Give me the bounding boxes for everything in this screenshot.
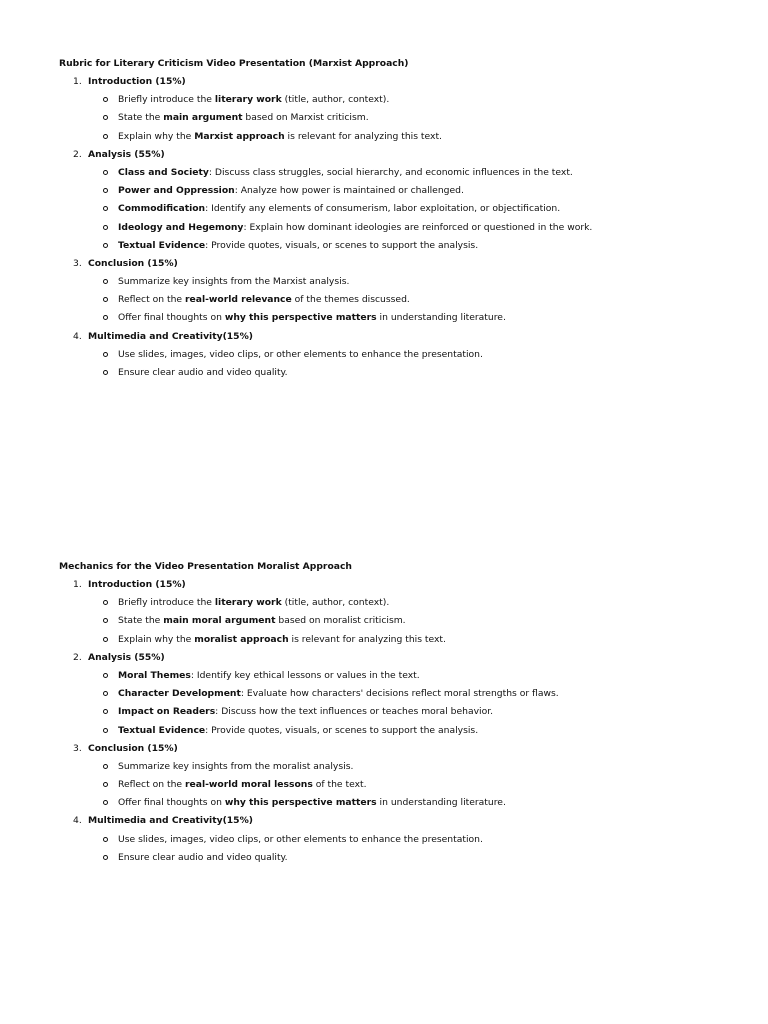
item-label: Multimedia and Creativity(15%) <box>88 330 253 342</box>
hollow-bullet-icon <box>103 709 108 714</box>
bullet-text: State the main argument based on Marxist criticism. <box>118 112 369 124</box>
bullet-point <box>59 597 739 615</box>
item-number: 1. <box>73 76 82 87</box>
bullet-point <box>59 222 739 240</box>
item-number: 3. <box>73 742 82 754</box>
item-label: Analysis (55%) <box>88 148 165 160</box>
hollow-bullet-icon <box>103 279 108 284</box>
bullet-point <box>59 349 739 367</box>
bullet-point <box>59 276 739 294</box>
bullet-text: Use slides, images, video clips, or other elements to enhance the presentation. <box>118 833 483 845</box>
hollow-bullet-icon <box>103 188 108 193</box>
bullet-point <box>59 131 739 149</box>
bullet-point <box>59 294 739 312</box>
bullet-point <box>59 240 739 258</box>
bullet-text: Class and Society: Discuss class struggles, social hierarchy, and economic influences in the text. <box>118 166 573 178</box>
hollow-bullet-icon <box>103 855 108 860</box>
item-number: 4. <box>73 815 82 827</box>
hollow-bullet-icon <box>103 352 108 357</box>
bullet-text: Power and Oppression: Analyze how power is maintained or challenged. <box>118 185 464 197</box>
bullet-point <box>59 797 739 815</box>
bullet-text: Summarize key insights from the moralist analysis. <box>118 760 354 772</box>
list-item-heading <box>59 258 739 276</box>
bullet-text: Textual Evidence: Provide quotes, visuals, or scenes to support the analysis. <box>118 239 479 251</box>
bullet-text: Moral Themes: Identify key ethical lessons or values in the text. <box>118 669 420 681</box>
list-item-heading <box>59 331 739 349</box>
hollow-bullet-icon <box>103 297 108 302</box>
hollow-bullet-icon <box>103 673 108 678</box>
item-number: 2. <box>73 651 82 663</box>
hollow-bullet-icon <box>103 764 108 769</box>
bullet-text: Explain why the Marxist approach is relevant for analyzing this text. <box>118 130 442 142</box>
hollow-bullet-icon <box>103 837 108 842</box>
bullet-point <box>59 112 739 130</box>
bullet-point <box>59 725 739 743</box>
list-item-heading <box>59 76 739 94</box>
bullet-point <box>59 834 739 852</box>
bullet-point <box>59 615 739 633</box>
item-label: Conclusion (15%) <box>88 742 178 754</box>
hollow-bullet-icon <box>103 800 108 805</box>
bullet-point <box>59 167 739 185</box>
bullet-text: Character Development: Evaluate how characters' decisions reflect moral strengths or flaws. <box>118 688 559 700</box>
hollow-bullet-icon <box>103 315 108 320</box>
bullet-text: Briefly introduce the literary work (title, author, context). <box>118 94 390 106</box>
bullet-text: Briefly introduce the literary work (title, author, context). <box>118 597 390 609</box>
list-item-heading <box>59 815 739 833</box>
bullet-text: State the main moral argument based on moralist criticism. <box>118 615 406 627</box>
bullet-text: Explain why the moralist approach is relevant for analyzing this text. <box>118 633 446 645</box>
section-title: Rubric for Literary Criticism Video Presentation (Marxist Approach) <box>59 58 409 69</box>
item-label: Conclusion (15%) <box>88 257 178 269</box>
bullet-text: Offer final thoughts on why this perspective matters in understanding literature. <box>118 797 506 809</box>
bullet-point <box>59 779 739 797</box>
hollow-bullet-icon <box>103 97 108 102</box>
item-label: Multimedia and Creativity(15%) <box>88 815 253 827</box>
bullet-point <box>59 185 739 203</box>
bullet-text: Textual Evidence: Provide quotes, visuals, or scenes to support the analysis. <box>118 724 479 736</box>
bullet-point <box>59 367 739 385</box>
hollow-bullet-icon <box>103 243 108 248</box>
hollow-bullet-icon <box>103 637 108 642</box>
bullet-point <box>59 670 739 688</box>
bullet-text: Commodification: Identify any elements of consumerism, labor exploitation, or objectification. <box>118 203 561 215</box>
item-number: 2. <box>73 148 82 160</box>
item-label: Introduction (15%) <box>88 76 186 87</box>
list-item-heading <box>59 149 739 167</box>
rubric-section-moralist <box>59 561 739 870</box>
hollow-bullet-icon <box>103 170 108 175</box>
item-number: 1. <box>73 579 82 590</box>
hollow-bullet-icon <box>103 728 108 733</box>
item-number: 4. <box>73 330 82 342</box>
item-label: Analysis (55%) <box>88 651 165 663</box>
hollow-bullet-icon <box>103 782 108 787</box>
hollow-bullet-icon <box>103 618 108 623</box>
bullet-point <box>59 634 739 652</box>
list-item-heading <box>59 652 739 670</box>
bullet-text: Summarize key insights from the Marxist analysis. <box>118 276 350 288</box>
item-number: 3. <box>73 257 82 269</box>
bullet-text: Reflect on the real-world relevance of the themes discussed. <box>118 294 410 306</box>
bullet-text: Offer final thoughts on why this perspective matters in understanding literature. <box>118 312 506 324</box>
bullet-text: Impact on Readers: Discuss how the text influences or teaches moral behavior. <box>118 706 494 718</box>
list-item-heading <box>59 579 739 597</box>
bullet-point <box>59 312 739 330</box>
bullet-text: Reflect on the real-world moral lessons of the text. <box>118 779 367 791</box>
bullet-point <box>59 706 739 724</box>
bullet-point <box>59 94 739 112</box>
rubric-section-marxist <box>59 58 739 385</box>
hollow-bullet-icon <box>103 206 108 211</box>
hollow-bullet-icon <box>103 600 108 605</box>
bullet-point <box>59 852 739 870</box>
hollow-bullet-icon <box>103 115 108 120</box>
hollow-bullet-icon <box>103 134 108 139</box>
bullet-point <box>59 203 739 221</box>
section-title: Mechanics for the Video Presentation Moralist Approach <box>59 561 352 572</box>
item-label: Introduction (15%) <box>88 579 186 590</box>
bullet-text: Use slides, images, video clips, or other elements to enhance the presentation. <box>118 348 483 360</box>
hollow-bullet-icon <box>103 225 108 230</box>
hollow-bullet-icon <box>103 370 108 375</box>
hollow-bullet-icon <box>103 691 108 696</box>
bullet-text: Ensure clear audio and video quality. <box>118 367 288 378</box>
bullet-text: Ensure clear audio and video quality. <box>118 851 288 863</box>
bullet-point <box>59 688 739 706</box>
list-item-heading <box>59 743 739 761</box>
bullet-text: Ideology and Hegemony: Explain how dominant ideologies are reinforced or questioned in the work. <box>118 221 593 233</box>
bullet-point <box>59 761 739 779</box>
